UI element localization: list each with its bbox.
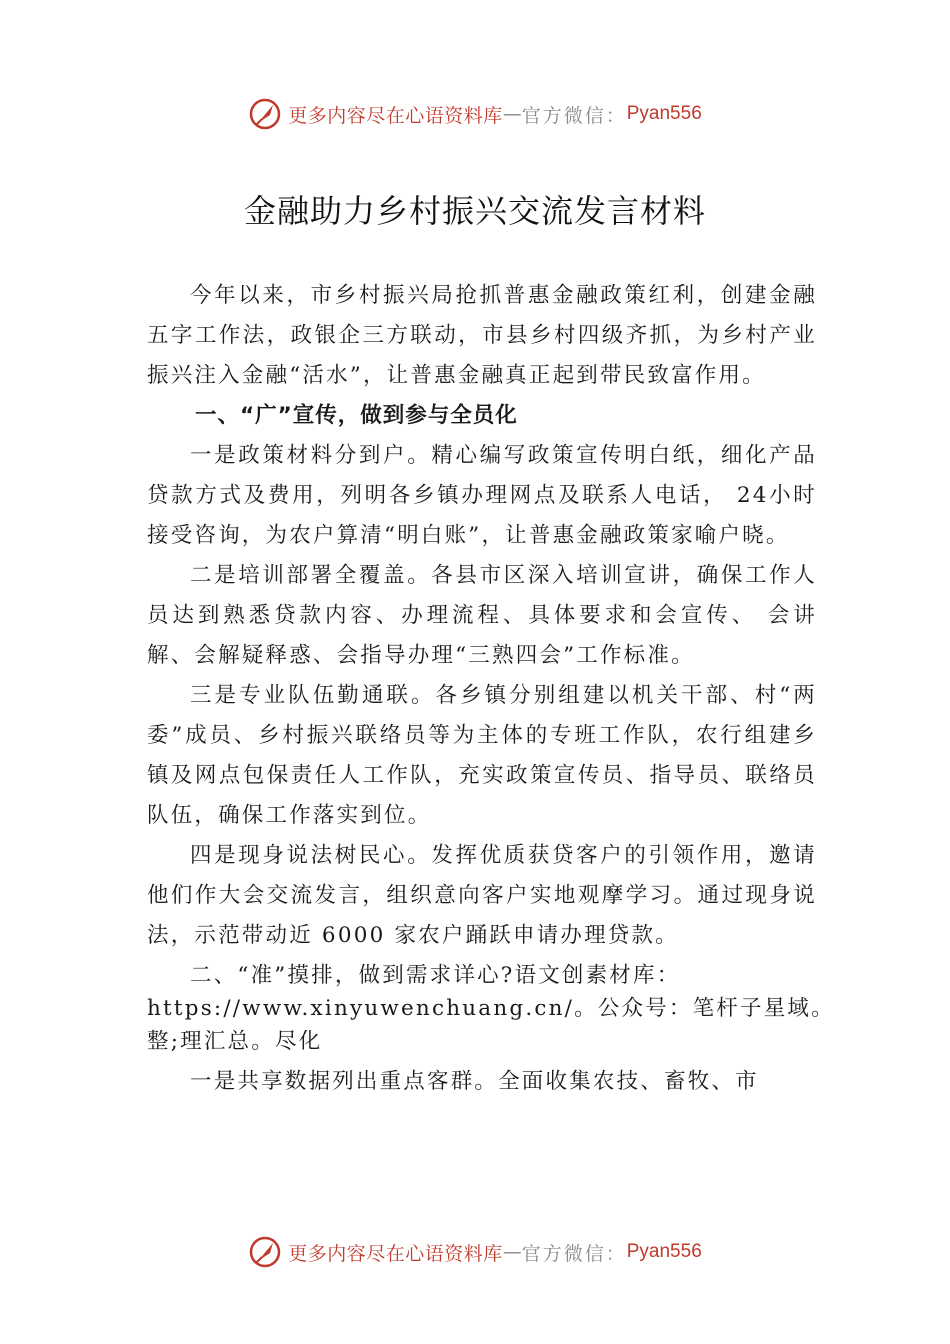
section-heading-2: 二、“准”摸排，做到需求详心?语文创素材库：https://www.xinyuwenchuang.cn/。公众号：笔杆子星域。整;理汇总。尽化 [147, 963, 835, 1054]
banner-label: 官方微信： [521, 104, 627, 127]
document-title: 金融助力乡村振兴交流发言材料 [243, 192, 706, 230]
header-banner [0, 94, 950, 134]
paragraph-teams: 三是专业队伍勤通联。各乡镇分别组建以机关干部、村“两委”成员、乡村振兴联络员等为主体的专班工作队，农行组建乡镇及网点包保责任人工作队，充实政策宣传员、指导员、联络员队伍，确保工作落实到位。 [147, 683, 817, 828]
banner-wechat-id: Pyan556 [626, 103, 702, 124]
intro-paragraph: 今年以来，市乡村振兴局抢抓普惠金融政策红利，创建金融五字工作法，政银企三方联动，市县乡村四级齐抓，为乡村产业振兴注入金融“活水”，让普惠金融真正起到带民致富作用。 [147, 283, 817, 388]
banner-dash: — [502, 103, 522, 125]
paragraph-shared-data: 一是共享数据列出重点客群。全面收集农技、畜牧、市 [190, 1069, 759, 1094]
paragraph-policy-materials: 一是政策材料分到户。精心编写政策宣传明白纸，细化产品贷款方式及费用，列明各乡镇办理网点及联系人电话， 24小时接受咨询，为农户算清“明白账”，让普惠金融政策家喻户晓。 [147, 443, 817, 548]
banner-main-text: 更多内容尽在心语资料库 [288, 1242, 503, 1265]
paragraph-testimonials: 四是现身说法树民心。发挥优质获贷客户的引领作用，邀请他们作大会交流发言，组织意向客户实地观摩学习。通过现身说法，示范带动近 6000 家农户踊跃申请办理贷款。 [147, 843, 817, 948]
quill-logo-icon [248, 97, 282, 131]
banner-dash: — [502, 1241, 522, 1263]
paragraph-training: 二是培训部署全覆盖。各县市区深入培训宣讲，确保工作人员达到熟悉贷款内容、办理流程、具体要求和会宣传、 会讲解、会解疑释惑、会指导办理“三熟四会”工作标准。 [147, 563, 817, 668]
banner-label: 官方微信： [521, 1242, 627, 1265]
section-heading-1: 一、“广”宣传，做到参与全员化 [195, 403, 518, 428]
footer-banner [0, 1232, 950, 1272]
banner-wechat-id: Pyan556 [626, 1241, 702, 1262]
quill-logo-icon [248, 1235, 282, 1269]
document-body [147, 276, 835, 1102]
banner-main-text: 更多内容尽在心语资料库 [288, 104, 503, 127]
